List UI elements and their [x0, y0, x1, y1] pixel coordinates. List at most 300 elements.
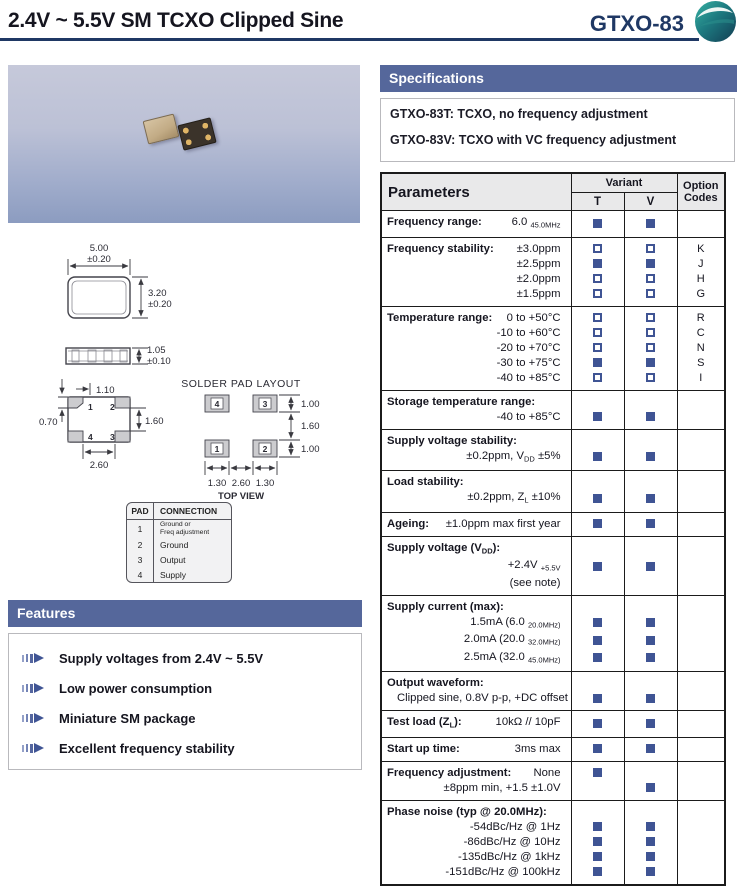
variant-v-cell	[624, 272, 677, 287]
filled-square-icon	[593, 837, 602, 846]
parameters-header-cell: Parameters	[381, 173, 571, 211]
option-code-cell	[677, 490, 725, 512]
option-code-cell: H	[677, 272, 725, 287]
param-value: 1.5mA (6.0 $_{20.0MHz)}$	[470, 615, 561, 629]
variant-v-cell	[624, 326, 677, 341]
feature-item	[9, 703, 361, 733]
table-row	[127, 520, 231, 537]
filled-square-icon	[646, 694, 655, 703]
param-label: Start up time:	[387, 742, 460, 755]
param-value: ±8ppm min, +1.5 ±1.0V	[443, 781, 561, 794]
spec-table-row	[381, 650, 725, 672]
spec-table-row	[381, 490, 725, 512]
variant-t-cell	[571, 737, 624, 761]
spec-table-row	[381, 410, 725, 430]
spec-table-row	[381, 835, 725, 850]
pin-number: 1	[88, 402, 93, 412]
filled-square-icon	[593, 519, 602, 528]
option-code-cell	[677, 711, 725, 738]
param-value: 0 to +50°C	[506, 311, 561, 324]
spec-table-row	[381, 558, 725, 576]
feature-arrow-icon	[22, 713, 44, 723]
param-value: ±3.0ppm	[516, 242, 561, 255]
feature-arrow-icon	[22, 743, 44, 753]
product-photo	[8, 65, 360, 223]
variant-v-cell	[624, 595, 677, 615]
filled-square-icon	[593, 636, 602, 645]
variant-description-box	[380, 98, 735, 162]
dim-label: 1.05	[147, 345, 166, 356]
variant-t-cell	[571, 326, 624, 341]
filled-square-icon	[646, 744, 655, 753]
variant-v-cell	[624, 781, 677, 801]
package-bottom-view	[39, 379, 164, 471]
solder-pad-layout	[181, 378, 319, 502]
variant-v-cell	[624, 536, 677, 558]
variant-v-cell	[624, 737, 677, 761]
dim-label: 1.30	[255, 478, 275, 489]
filled-square-icon	[593, 852, 602, 861]
table-row	[127, 537, 231, 552]
variant-t-cell	[571, 390, 624, 410]
filled-square-icon	[646, 219, 655, 228]
variant-v-cell	[624, 371, 677, 391]
spec-table-row	[381, 672, 725, 692]
param-label: Phase noise (typ @ 20.0MHz):	[387, 805, 547, 818]
param-value: ±1.0ppm max first year	[445, 517, 561, 530]
spec-table-row	[381, 691, 725, 711]
param-label: Frequency adjustment:	[387, 766, 512, 779]
dim-label: 2.60	[89, 460, 109, 471]
variant-v-cell	[624, 306, 677, 326]
variant-line: GTXO-83T: TCXO, no frequency adjustment	[390, 107, 648, 121]
variant-t-cell	[571, 512, 624, 536]
option-code-cell	[677, 820, 725, 835]
pad-cell: 4	[127, 567, 154, 582]
filled-square-icon	[593, 822, 602, 831]
column-header: PAD	[127, 503, 154, 519]
variant-v-cell	[624, 356, 677, 371]
param-value: ±0.2ppm, $V_{DD} \pm 5\%$	[466, 449, 561, 463]
features-section-header: Features	[8, 600, 362, 627]
table-row	[127, 567, 231, 582]
dim-label: ±0.10	[147, 356, 171, 367]
filled-square-icon	[646, 618, 655, 627]
view-label: TOP VIEW	[217, 491, 265, 502]
variant-v-cell	[624, 211, 677, 238]
option-code-cell	[677, 800, 725, 820]
option-code-cell	[677, 865, 725, 885]
open-square-icon	[646, 328, 655, 337]
table-row	[127, 503, 231, 520]
filled-square-icon	[593, 653, 602, 662]
feature-text: Low power consumption	[59, 680, 213, 696]
header-rule	[0, 38, 699, 41]
company-logo-icon	[694, 0, 737, 43]
open-square-icon	[646, 373, 655, 382]
pad-connection-table	[126, 502, 232, 583]
dim-label: 3.20	[148, 288, 167, 299]
filled-square-icon	[646, 867, 655, 876]
dim-label: 1.30	[207, 478, 227, 489]
spec-table-row	[381, 429, 725, 449]
dim-label: 1.10	[96, 385, 115, 396]
spec-table-row	[381, 272, 725, 287]
open-square-icon	[646, 274, 655, 283]
param-label: Output waveform:	[387, 677, 484, 689]
variant-line: GTXO-83V: TCXO with VC frequency adjustment	[390, 133, 677, 147]
option-code-cell: S	[677, 356, 725, 371]
filled-square-icon	[646, 783, 655, 792]
spec-table-row	[381, 820, 725, 835]
option-code-cell	[677, 429, 725, 449]
pad-number: 4	[214, 399, 220, 409]
filled-square-icon	[646, 837, 655, 846]
variant-t-cell	[571, 287, 624, 307]
pin-number: 2	[110, 402, 115, 412]
variant-v-cell	[624, 615, 677, 633]
option-code-cell: R	[677, 306, 725, 326]
option-codes-header-cell: Option Codes	[677, 173, 725, 211]
param-label: Temperature range:	[387, 311, 493, 324]
filled-square-icon	[646, 412, 655, 421]
filled-square-icon	[593, 719, 602, 728]
open-square-icon	[646, 343, 655, 352]
pad-cell: 1	[127, 520, 154, 537]
variant-t-cell	[571, 371, 624, 391]
variant-t-cell	[571, 865, 624, 885]
param-label: Frequency stability:	[387, 242, 494, 255]
filled-square-icon	[646, 494, 655, 503]
variant-t-cell	[571, 211, 624, 238]
filled-square-icon	[646, 358, 655, 367]
option-code-cell	[677, 672, 725, 692]
variant-v-cell	[624, 390, 677, 410]
param-label: Storage temperature range:	[387, 395, 536, 408]
option-code-cell	[677, 650, 725, 672]
param-value: ±2.0ppm	[516, 272, 561, 285]
spec-table-row	[381, 341, 725, 356]
parameters-table-header	[381, 173, 725, 211]
variant-t-cell	[571, 781, 624, 801]
variant-t-cell	[571, 595, 624, 615]
variant-t-cell	[571, 341, 624, 356]
spec-table-row	[381, 326, 725, 341]
connection-cell: Ground	[160, 539, 189, 550]
variant-t-cell	[571, 835, 624, 850]
spec-table-row	[381, 237, 725, 257]
feature-text: Excellent frequency stability	[59, 740, 235, 756]
variant-t-cell	[571, 691, 624, 711]
chip-top-view	[143, 113, 180, 144]
filled-square-icon	[593, 358, 602, 367]
table-row	[127, 552, 231, 567]
variant-v-cell	[624, 490, 677, 512]
param-value: None	[533, 766, 561, 779]
spec-table-row	[381, 632, 725, 650]
feature-text: Supply voltages from 2.4V ~ 5.5V	[59, 650, 264, 666]
spec-table-row	[381, 737, 725, 761]
package-top-view	[68, 243, 172, 318]
param-label: Ageing:	[387, 517, 430, 530]
param-value: 10kΩ // 10pF	[495, 716, 561, 728]
param-value: -10 to +60°C	[496, 326, 561, 339]
spec-table-row	[381, 390, 725, 410]
variant-t-cell	[571, 761, 624, 781]
filled-square-icon	[593, 694, 602, 703]
variant-t-cell	[571, 711, 624, 738]
option-code-cell	[677, 536, 725, 558]
variant-v-cell	[624, 471, 677, 491]
option-code-cell	[677, 737, 725, 761]
filled-square-icon	[593, 867, 602, 876]
spec-table-row	[381, 512, 725, 536]
param-value: (see note)	[509, 576, 561, 589]
param-label: Test load $(Z_L)$:	[387, 716, 462, 730]
open-square-icon	[646, 289, 655, 298]
chip-bottom-view	[177, 117, 216, 150]
param-value: -54dBc/Hz @ 1Hz	[469, 820, 561, 833]
option-code-cell	[677, 761, 725, 781]
filled-square-icon	[646, 519, 655, 528]
option-code-cell	[677, 781, 725, 801]
filled-square-icon	[646, 562, 655, 571]
page-title: 2.4V ~ 5.5V SM TCXO Clipped Sine	[8, 9, 344, 32]
variant-v-cell	[624, 672, 677, 692]
open-square-icon	[593, 313, 602, 322]
variant-v-cell	[624, 650, 677, 672]
param-value: Clipped sine, 0.8V p-p, +DC offset	[397, 692, 568, 704]
spec-table-row	[381, 287, 725, 307]
param-label: Supply current (max):	[387, 600, 504, 613]
filled-square-icon	[593, 452, 602, 461]
filled-square-icon	[646, 822, 655, 831]
parameters-table	[380, 172, 726, 886]
variant-t-cell	[571, 471, 624, 491]
connection-cell: Supply	[160, 569, 186, 580]
option-code-cell	[677, 850, 725, 865]
pin-number: 3	[110, 432, 115, 442]
pad-number: 1	[214, 444, 220, 454]
filled-square-icon	[593, 618, 602, 627]
pad-cell: 3	[127, 552, 154, 567]
param-value: 2.5mA (32.0 $_{45.0MHz)}$	[463, 650, 561, 664]
open-square-icon	[593, 328, 602, 337]
variant-t-cell	[571, 576, 624, 596]
product-name: GTXO-83	[589, 11, 684, 36]
variant-v-cell	[624, 429, 677, 449]
variant-t-cell	[571, 272, 624, 287]
variant-v-header-cell: V	[624, 193, 677, 211]
open-square-icon	[593, 289, 602, 298]
variant-v-cell	[624, 410, 677, 430]
feature-item	[9, 673, 361, 703]
param-value: -151dBc/Hz @ 100kHz	[445, 865, 561, 878]
spec-table-row	[381, 800, 725, 820]
option-code-cell	[677, 410, 725, 430]
spec-table-row	[381, 471, 725, 491]
variant-v-cell	[624, 850, 677, 865]
spec-table-row	[381, 595, 725, 615]
param-value: 2.0mA (20.0 $_{32.0MHz)}$	[463, 633, 561, 647]
variant-v-cell	[624, 835, 677, 850]
variant-v-cell	[624, 800, 677, 820]
spec-table-row	[381, 356, 725, 371]
spec-table-row	[381, 257, 725, 272]
option-code-cell	[677, 576, 725, 596]
spec-table-row	[381, 850, 725, 865]
dim-label: 0.70	[39, 417, 58, 428]
option-code-cell	[677, 390, 725, 410]
drawing-title: SOLDER PAD LAYOUT	[181, 378, 301, 390]
parameters-table-body	[381, 211, 725, 885]
spec-table-row	[381, 211, 725, 238]
option-code-cell	[677, 471, 725, 491]
param-label: Supply voltage stability:	[387, 434, 517, 447]
variant-t-cell	[571, 615, 624, 633]
option-code-cell: G	[677, 287, 725, 307]
variant-v-cell	[624, 287, 677, 307]
param-value: ±0.2ppm, $Z_L \pm 10\%$	[467, 491, 561, 505]
filled-square-icon	[593, 768, 602, 777]
filled-square-icon	[646, 653, 655, 662]
dim-label: ±0.20	[87, 254, 111, 265]
open-square-icon	[646, 244, 655, 253]
spec-table-row	[381, 576, 725, 596]
variant-v-cell	[624, 512, 677, 536]
spec-table-row	[381, 371, 725, 391]
features-box	[8, 633, 362, 770]
variant-header-cell: Variant	[571, 173, 677, 193]
variant-t-header-cell: T	[571, 193, 624, 211]
variant-t-cell	[571, 632, 624, 650]
spec-table-row	[381, 711, 725, 738]
spec-table-row	[381, 865, 725, 885]
variant-t-cell	[571, 490, 624, 512]
variant-t-cell	[571, 257, 624, 272]
dim-label: 1.00	[301, 444, 320, 455]
filled-square-icon	[646, 452, 655, 461]
connection-cell: Output	[160, 554, 186, 565]
option-code-cell	[677, 691, 725, 711]
variant-v-cell	[624, 558, 677, 576]
option-code-cell	[677, 632, 725, 650]
option-code-cell: I	[677, 371, 725, 391]
filled-square-icon	[646, 719, 655, 728]
param-value: 6.0 $_{45.0MHz}$	[511, 216, 561, 230]
param-label: Supply voltage $(V_{DD})$:	[387, 541, 501, 555]
spec-table-row	[381, 761, 725, 781]
param-value: ±2.5ppm	[516, 257, 561, 270]
param-value: -30 to +75°C	[496, 356, 561, 369]
filled-square-icon	[593, 219, 602, 228]
pad-number: 2	[262, 444, 268, 454]
variant-v-cell	[624, 237, 677, 257]
filled-square-icon	[593, 259, 602, 268]
param-value: -40 to +85°C	[496, 410, 561, 423]
specifications-section-header: Specifications	[380, 65, 737, 92]
dim-label: 2.60	[231, 478, 251, 489]
option-code-cell	[677, 835, 725, 850]
dim-label: 1.60	[145, 416, 164, 427]
variant-v-cell	[624, 632, 677, 650]
variant-v-cell	[624, 820, 677, 835]
variant-t-cell	[571, 536, 624, 558]
option-code-cell: N	[677, 341, 725, 356]
dim-label: 1.00	[301, 399, 320, 410]
dim-label: 5.00	[89, 243, 109, 254]
spec-table-row	[381, 781, 725, 801]
variant-t-cell	[571, 820, 624, 835]
param-label: Frequency range:	[387, 216, 482, 228]
connection-cell: Ground or Freq adjustment	[160, 521, 210, 536]
feature-item	[9, 643, 361, 673]
feature-text: Miniature SM package	[59, 710, 196, 726]
param-value: -20 to +70°C	[496, 341, 561, 354]
variant-v-cell	[624, 865, 677, 885]
open-square-icon	[593, 244, 602, 253]
filled-square-icon	[646, 636, 655, 645]
param-value: +2.4V $_{+5.5V}$	[507, 559, 561, 573]
filled-square-icon	[593, 562, 602, 571]
param-value: ±1.5ppm	[516, 287, 561, 300]
spec-table-row	[381, 536, 725, 558]
variant-v-cell	[624, 341, 677, 356]
package-side-view	[66, 345, 171, 367]
spec-table-row	[381, 306, 725, 326]
spec-table-row	[381, 449, 725, 471]
dim-label: ±0.20	[148, 299, 172, 310]
variant-t-cell	[571, 850, 624, 865]
variant-t-cell	[571, 306, 624, 326]
variant-t-cell	[571, 650, 624, 672]
feature-arrow-icon	[22, 683, 44, 693]
variant-v-cell	[624, 711, 677, 738]
option-code-cell	[677, 615, 725, 633]
feature-arrow-icon	[22, 653, 44, 663]
filled-square-icon	[646, 852, 655, 861]
dim-label: 1.60	[301, 421, 320, 432]
option-code-cell: K	[677, 237, 725, 257]
option-code-cell	[677, 449, 725, 471]
mechanical-drawing	[8, 235, 370, 502]
variant-t-cell	[571, 449, 624, 471]
option-code-cell: C	[677, 326, 725, 341]
open-square-icon	[646, 313, 655, 322]
option-code-cell	[677, 512, 725, 536]
variant-v-cell	[624, 449, 677, 471]
option-code-cell	[677, 211, 725, 238]
column-header: CONNECTION	[160, 506, 218, 516]
option-code-cell	[677, 595, 725, 615]
filled-square-icon	[593, 412, 602, 421]
variant-v-cell	[624, 257, 677, 272]
pad-number: 3	[262, 399, 268, 409]
option-code-cell	[677, 558, 725, 576]
filled-square-icon	[646, 259, 655, 268]
variant-t-cell	[571, 237, 624, 257]
variant-t-cell	[571, 672, 624, 692]
variant-t-cell	[571, 429, 624, 449]
param-label: Load stability:	[387, 476, 464, 488]
filled-square-icon	[593, 744, 602, 753]
variant-t-cell	[571, 800, 624, 820]
param-value: -86dBc/Hz @ 10Hz	[463, 835, 561, 848]
param-value: -40 to +85°C	[496, 371, 561, 384]
param-value: 3ms max	[514, 742, 561, 755]
pin-number: 4	[88, 432, 93, 442]
open-square-icon	[593, 373, 602, 382]
